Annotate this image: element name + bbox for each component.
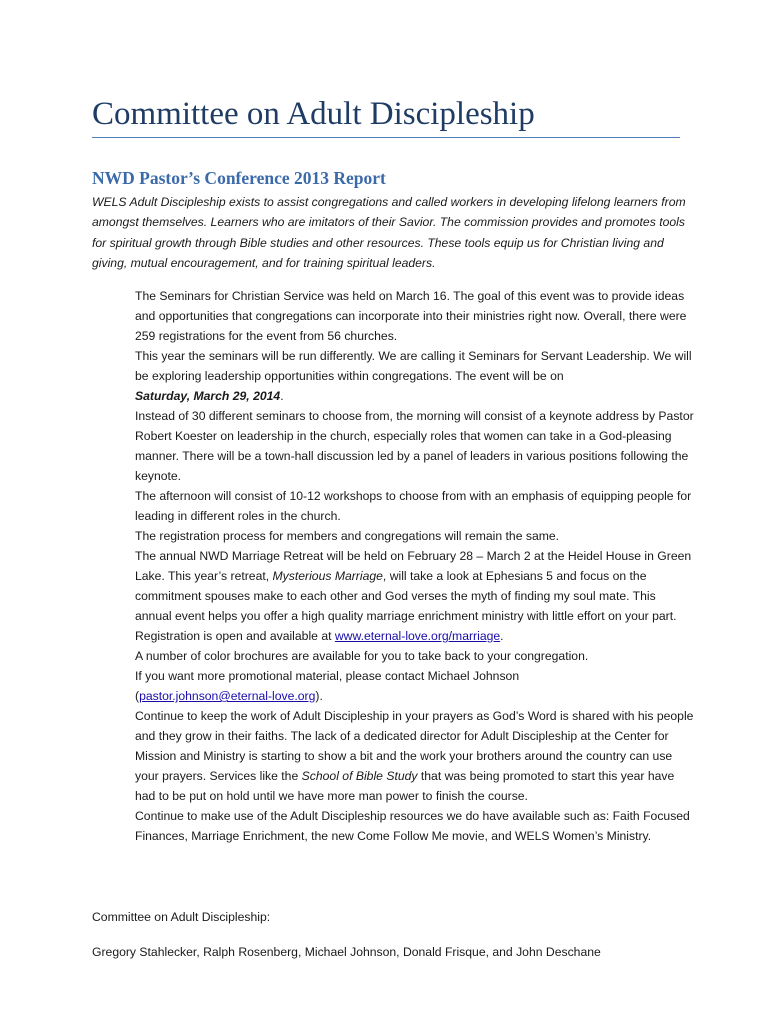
- contact-line: If you want more promotional material, please contact Michael Johnson: [135, 669, 520, 683]
- event-date-period: .: [280, 389, 284, 403]
- marriage-retreat: [135, 546, 695, 626]
- prayer-text-b: that was being promoted to start this year have had to be put on hold until we have more man power to finish the course.: [135, 769, 675, 803]
- seminars-morning: Instead of 30 different seminars to choose from, the morning will consist of a keynote address by Pastor Robert Koester on leadership in the church, especially roles that women can take in a God-pleasing manner. There will be a town-hall discussion led by a panel of leaders in various positions following the keynote.: [135, 409, 694, 483]
- event-date: Saturday, March 29, 2014: [135, 389, 281, 403]
- prayer-text-a: Continue to keep the work of Adult Discipleship in your prayers as God’s Word is shared with his people and they grow in their faiths. The lack of a dedicated director for Adult Discipleship at the Center for Mission and Ministry is starting to show a bit and the work your brothers around the country can use your prayers. Services like the: [135, 709, 694, 783]
- contact-email-link[interactable]: pastor.johnson@eternal-love.org: [139, 689, 316, 703]
- retreat-text-b: , will take a look at Ephesians 5 and focus on the commitment spouses make to each other and God verses the myth of finding my soul mate. This annual event helps you offer a high quality marriage enrichment ministry with little effort on your part.: [135, 569, 677, 623]
- intro-paragraph: WELS Adult Discipleship exists to assist congregations and called workers in developing lifelong learners from amongst themselves. Learners who are imitators of their Savior. The commission provides and promotes tools for spiritual growth through Bible studies and other resources. These tools equip us for Christian living and giving, mutual encouragement, and for training spiritual leaders.: [92, 195, 686, 270]
- seminars-afternoon: The afternoon will consist of 10-12 workshops to choose from with an emphasis of equipping people for leading in different roles in the church.: [135, 489, 692, 523]
- resources-paragraph: Continue to make use of the Adult Discipleship resources we do have available such as: Faith Focused Finances, Marriage Enrichment, the new Come Follow Me movie, and WELS Women’s Ministry.: [135, 809, 690, 843]
- school-of-bible-study: School of Bible Study: [301, 769, 418, 783]
- document-title: Committee on Adult Discipleship: [92, 96, 535, 132]
- seminars-summary: The Seminars for Christian Service was held on March 16. The goal of this event was to provide ideas and opportunities that congregations can incorporate into their ministries right now. Overall, there were 259 registrations for the event from 56 churches.: [135, 289, 687, 343]
- open-paren: (: [135, 689, 140, 703]
- prayer-paragraph: [135, 706, 695, 806]
- registration-period: .: [500, 629, 504, 643]
- committee-names: Gregory Stahlecker, Ralph Rosenberg, Michael Johnson, Donald Frisque, and John Deschane: [92, 945, 601, 959]
- report-body: [135, 286, 695, 846]
- contact-email-line: [135, 686, 695, 706]
- seminars-change: [135, 346, 695, 406]
- retreat-text-a: The annual NWD Marriage Retreat will be held on February 28 – March 2 at the Heidel House in Green Lake. This year’s retreat,: [135, 549, 692, 583]
- seminars-registration: The registration process for members and congregations will remain the same.: [135, 529, 560, 543]
- registration-line: [135, 626, 695, 646]
- title-divider: [92, 137, 680, 138]
- registration-link[interactable]: www.eternal-love.org/marriage: [334, 629, 501, 643]
- registration-text: Registration is open and available at: [135, 629, 335, 643]
- retreat-title: Mysterious Marriage: [272, 569, 383, 583]
- committee-label: Committee on Adult Discipleship:: [92, 910, 271, 924]
- report-subtitle: NWD Pastor’s Conference 2013 Report: [92, 168, 386, 188]
- close-paren: ).: [315, 689, 323, 703]
- seminars-change-text: This year the seminars will be run differently. We are calling it Seminars for Servant Leadership. We will be exploring leadership opportunities within congregations. The event will be on: [135, 349, 692, 383]
- brochures-line: A number of color brochures are available for you to take back to your congregation.: [135, 649, 589, 663]
